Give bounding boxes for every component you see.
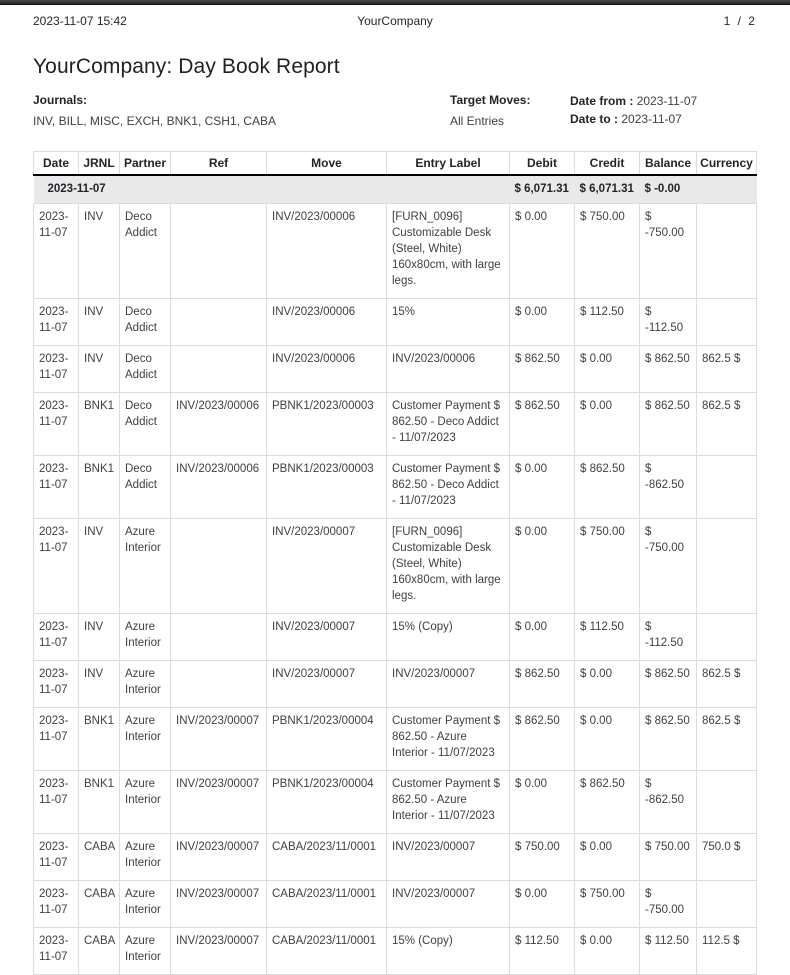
cell-jrnl: INV xyxy=(79,519,120,614)
cell-credit: $ 862.50 xyxy=(575,771,640,834)
cell-jrnl: INV xyxy=(79,299,120,346)
date-from-line xyxy=(570,92,757,110)
cell-balance: $ -112.50 xyxy=(640,614,697,661)
cell-move: PBNK1/2023/00003 xyxy=(267,393,387,456)
table-row xyxy=(34,771,757,834)
cell-debit: $ 0.00 xyxy=(510,519,575,614)
cell-label: [FURN_0096] Customizable Desk (Steel, White) 160x80cm, with large legs. xyxy=(387,519,510,614)
cell-jrnl: BNK1 xyxy=(79,456,120,519)
cell-move: CABA/2023/11/0001 xyxy=(267,834,387,881)
cell-debit: $ 112.50 xyxy=(510,928,575,975)
column-header-partner: Partner xyxy=(120,152,171,176)
cell-move: INV/2023/00007 xyxy=(267,519,387,614)
cell-jrnl: BNK1 xyxy=(79,771,120,834)
cell-balance: $ 862.50 xyxy=(640,661,697,708)
cell-balance: $ -750.00 xyxy=(640,881,697,928)
cell-debit: $ 0.00 xyxy=(510,771,575,834)
cell-debit: $ 862.50 xyxy=(510,393,575,456)
cell-date: 2023-11-07 xyxy=(34,881,79,928)
date-from-value: 2023-11-07 xyxy=(636,94,698,108)
table-row xyxy=(34,834,757,881)
cell-move: INV/2023/00006 xyxy=(267,299,387,346)
cell-credit: $ 112.50 xyxy=(575,299,640,346)
cell-credit: $ 0.00 xyxy=(575,661,640,708)
cell-move: PBNK1/2023/00004 xyxy=(267,708,387,771)
cell-credit: $ 0.00 xyxy=(575,708,640,771)
table-row xyxy=(34,614,757,661)
cell-currency: 750.0 $ xyxy=(697,834,757,881)
cell-credit: $ 750.00 xyxy=(575,204,640,299)
cell-currency: 862.5 $ xyxy=(697,661,757,708)
cell-balance: $ 862.50 xyxy=(640,346,697,393)
cell-partner: Deco Addict xyxy=(120,393,171,456)
cell-label: INV/2023/00007 xyxy=(387,661,510,708)
table-row xyxy=(34,204,757,299)
report-page xyxy=(0,14,790,975)
group-debit: $ 6,071.31 xyxy=(510,175,575,204)
cell-currency: 112.5 $ xyxy=(697,928,757,975)
column-header-ref: Ref xyxy=(171,152,267,176)
cell-debit: $ 0.00 xyxy=(510,881,575,928)
table-row xyxy=(34,393,757,456)
header-datetime: 2023-11-07 15:42 xyxy=(33,14,127,28)
cell-debit: $ 0.00 xyxy=(510,299,575,346)
group-total-row xyxy=(34,175,757,204)
cell-currency xyxy=(697,519,757,614)
cell-jrnl: CABA xyxy=(79,928,120,975)
cell-move: INV/2023/00007 xyxy=(267,661,387,708)
cell-date: 2023-11-07 xyxy=(34,393,79,456)
group-date: 2023-11-07 xyxy=(34,175,510,204)
filters-section xyxy=(33,92,757,130)
column-header-jrnl: JRNL xyxy=(79,152,120,176)
cell-jrnl: BNK1 xyxy=(79,393,120,456)
column-header-date: Date xyxy=(34,152,79,176)
cell-debit: $ 750.00 xyxy=(510,834,575,881)
column-header-debit: Debit xyxy=(510,152,575,176)
cell-partner: Azure Interior xyxy=(120,519,171,614)
cell-jrnl: CABA xyxy=(79,881,120,928)
cell-date: 2023-11-07 xyxy=(34,928,79,975)
cell-move: PBNK1/2023/00004 xyxy=(267,771,387,834)
cell-date: 2023-11-07 xyxy=(34,708,79,771)
table-header-row xyxy=(34,152,757,176)
date-to-value: 2023-11-07 xyxy=(621,112,682,126)
cell-label: 15% xyxy=(387,299,510,346)
table-row xyxy=(34,661,757,708)
cell-jrnl: CABA xyxy=(79,834,120,881)
cell-move: INV/2023/00006 xyxy=(267,204,387,299)
cell-label: INV/2023/00007 xyxy=(387,881,510,928)
cell-label: INV/2023/00007 xyxy=(387,834,510,881)
date-to-line xyxy=(570,110,757,128)
cell-partner: Azure Interior xyxy=(120,928,171,975)
cell-currency: 862.5 $ xyxy=(697,346,757,393)
cell-partner: Azure Interior xyxy=(120,614,171,661)
journals-value: INV, BILL, MISC, EXCH, BNK1, CSH1, CABA xyxy=(33,114,276,128)
cell-partner: Deco Addict xyxy=(120,204,171,299)
cell-ref: INV/2023/00007 xyxy=(171,928,267,975)
cell-ref: INV/2023/00007 xyxy=(171,881,267,928)
table-row xyxy=(34,928,757,975)
cell-ref: INV/2023/00007 xyxy=(171,708,267,771)
cell-ref xyxy=(171,346,267,393)
column-header-currency: Currency xyxy=(697,152,757,176)
table-row xyxy=(34,456,757,519)
cell-date: 2023-11-07 xyxy=(34,456,79,519)
group-credit: $ 6,071.31 xyxy=(575,175,640,204)
filter-journals xyxy=(33,92,450,130)
header-pagination: 1 / 2 xyxy=(723,14,757,28)
cell-label: Customer Payment $ 862.50 - Azure Interior - 11/07/2023 xyxy=(387,771,510,834)
column-header-credit: Credit xyxy=(575,152,640,176)
column-header-entry-label: Entry Label xyxy=(387,152,510,176)
cell-partner: Deco Addict xyxy=(120,456,171,519)
date-to-label: Date to : xyxy=(570,112,618,126)
cell-debit: $ 862.50 xyxy=(510,661,575,708)
cell-label: 15% (Copy) xyxy=(387,928,510,975)
cell-date: 2023-11-07 xyxy=(34,771,79,834)
cell-partner: Deco Addict xyxy=(120,346,171,393)
cell-balance: $ 112.50 xyxy=(640,928,697,975)
cell-partner: Azure Interior xyxy=(120,708,171,771)
cell-ref xyxy=(171,519,267,614)
cell-date: 2023-11-07 xyxy=(34,346,79,393)
cell-debit: $ 0.00 xyxy=(510,204,575,299)
cell-date: 2023-11-07 xyxy=(34,519,79,614)
target-moves-value: All Entries xyxy=(450,114,505,128)
table-row xyxy=(34,299,757,346)
cell-ref xyxy=(171,204,267,299)
cell-partner: Azure Interior xyxy=(120,834,171,881)
column-header-move: Move xyxy=(267,152,387,176)
cell-partner: Azure Interior xyxy=(120,771,171,834)
cell-partner: Deco Addict xyxy=(120,299,171,346)
cell-jrnl: INV xyxy=(79,346,120,393)
cell-ref: INV/2023/00007 xyxy=(171,771,267,834)
cell-ref: INV/2023/00006 xyxy=(171,393,267,456)
cell-label: 15% (Copy) xyxy=(387,614,510,661)
cell-credit: $ 0.00 xyxy=(575,928,640,975)
cell-ref xyxy=(171,614,267,661)
cell-credit: $ 112.50 xyxy=(575,614,640,661)
cell-currency xyxy=(697,299,757,346)
cell-jrnl: INV xyxy=(79,614,120,661)
filter-target-moves xyxy=(450,92,570,130)
page-title: YourCompany: Day Book Report xyxy=(33,55,340,78)
cell-partner: Azure Interior xyxy=(120,661,171,708)
cell-label: Customer Payment $ 862.50 - Deco Addict - 11/07/2023 xyxy=(387,456,510,519)
cell-move: CABA/2023/11/0001 xyxy=(267,881,387,928)
cell-date: 2023-11-07 xyxy=(34,834,79,881)
group-currency xyxy=(697,175,757,204)
cell-balance: $ 862.50 xyxy=(640,708,697,771)
daybook-table xyxy=(33,151,757,975)
journals-label: Journals: xyxy=(33,93,88,107)
cell-currency xyxy=(697,456,757,519)
cell-balance: $ -112.50 xyxy=(640,299,697,346)
cell-credit: $ 0.00 xyxy=(575,346,640,393)
cell-label: Customer Payment $ 862.50 - Azure Interior - 11/07/2023 xyxy=(387,708,510,771)
cell-credit: $ 0.00 xyxy=(575,834,640,881)
cell-currency: 862.5 $ xyxy=(697,708,757,771)
group-balance: $ -0.00 xyxy=(640,175,697,204)
cell-credit: $ 862.50 xyxy=(575,456,640,519)
cell-date: 2023-11-07 xyxy=(34,204,79,299)
running-header xyxy=(33,14,757,28)
cell-date: 2023-11-07 xyxy=(34,661,79,708)
cell-ref xyxy=(171,299,267,346)
cell-label: Customer Payment $ 862.50 - Deco Addict - 11/07/2023 xyxy=(387,393,510,456)
cell-currency xyxy=(697,614,757,661)
header-company: YourCompany xyxy=(357,14,433,28)
cell-balance: $ -750.00 xyxy=(640,519,697,614)
cell-currency xyxy=(697,881,757,928)
cell-partner: Azure Interior xyxy=(120,881,171,928)
cell-debit: $ 0.00 xyxy=(510,456,575,519)
cell-credit: $ 750.00 xyxy=(575,519,640,614)
cell-move: INV/2023/00007 xyxy=(267,614,387,661)
cell-balance: $ -862.50 xyxy=(640,771,697,834)
cell-balance: $ 862.50 xyxy=(640,393,697,456)
date-from-label: Date from : xyxy=(570,94,634,108)
table-row xyxy=(34,519,757,614)
cell-date: 2023-11-07 xyxy=(34,299,79,346)
cell-move: CABA/2023/11/0001 xyxy=(267,928,387,975)
target-moves-label: Target Moves: xyxy=(450,93,531,107)
cell-credit: $ 750.00 xyxy=(575,881,640,928)
cell-jrnl: INV xyxy=(79,661,120,708)
cell-currency: 862.5 $ xyxy=(697,393,757,456)
table-row xyxy=(34,708,757,771)
cell-balance: $ -862.50 xyxy=(640,456,697,519)
cell-credit: $ 0.00 xyxy=(575,393,640,456)
cell-jrnl: BNK1 xyxy=(79,708,120,771)
cell-jrnl: INV xyxy=(79,204,120,299)
table-row xyxy=(34,881,757,928)
cell-date: 2023-11-07 xyxy=(34,614,79,661)
table-row xyxy=(34,346,757,393)
cell-debit: $ 862.50 xyxy=(510,346,575,393)
cell-ref: INV/2023/00006 xyxy=(171,456,267,519)
column-header-balance: Balance xyxy=(640,152,697,176)
cell-label: INV/2023/00006 xyxy=(387,346,510,393)
cell-balance: $ -750.00 xyxy=(640,204,697,299)
cell-currency xyxy=(697,771,757,834)
cell-debit: $ 862.50 xyxy=(510,708,575,771)
cell-label: [FURN_0096] Customizable Desk (Steel, White) 160x80cm, with large legs. xyxy=(387,204,510,299)
cell-move: INV/2023/00006 xyxy=(267,346,387,393)
cell-move: PBNK1/2023/00003 xyxy=(267,456,387,519)
cell-currency xyxy=(697,204,757,299)
filter-dates xyxy=(570,92,757,130)
cell-balance: $ 750.00 xyxy=(640,834,697,881)
cell-ref xyxy=(171,661,267,708)
cell-debit: $ 0.00 xyxy=(510,614,575,661)
cell-ref: INV/2023/00007 xyxy=(171,834,267,881)
viewer-top-edge xyxy=(0,0,790,5)
